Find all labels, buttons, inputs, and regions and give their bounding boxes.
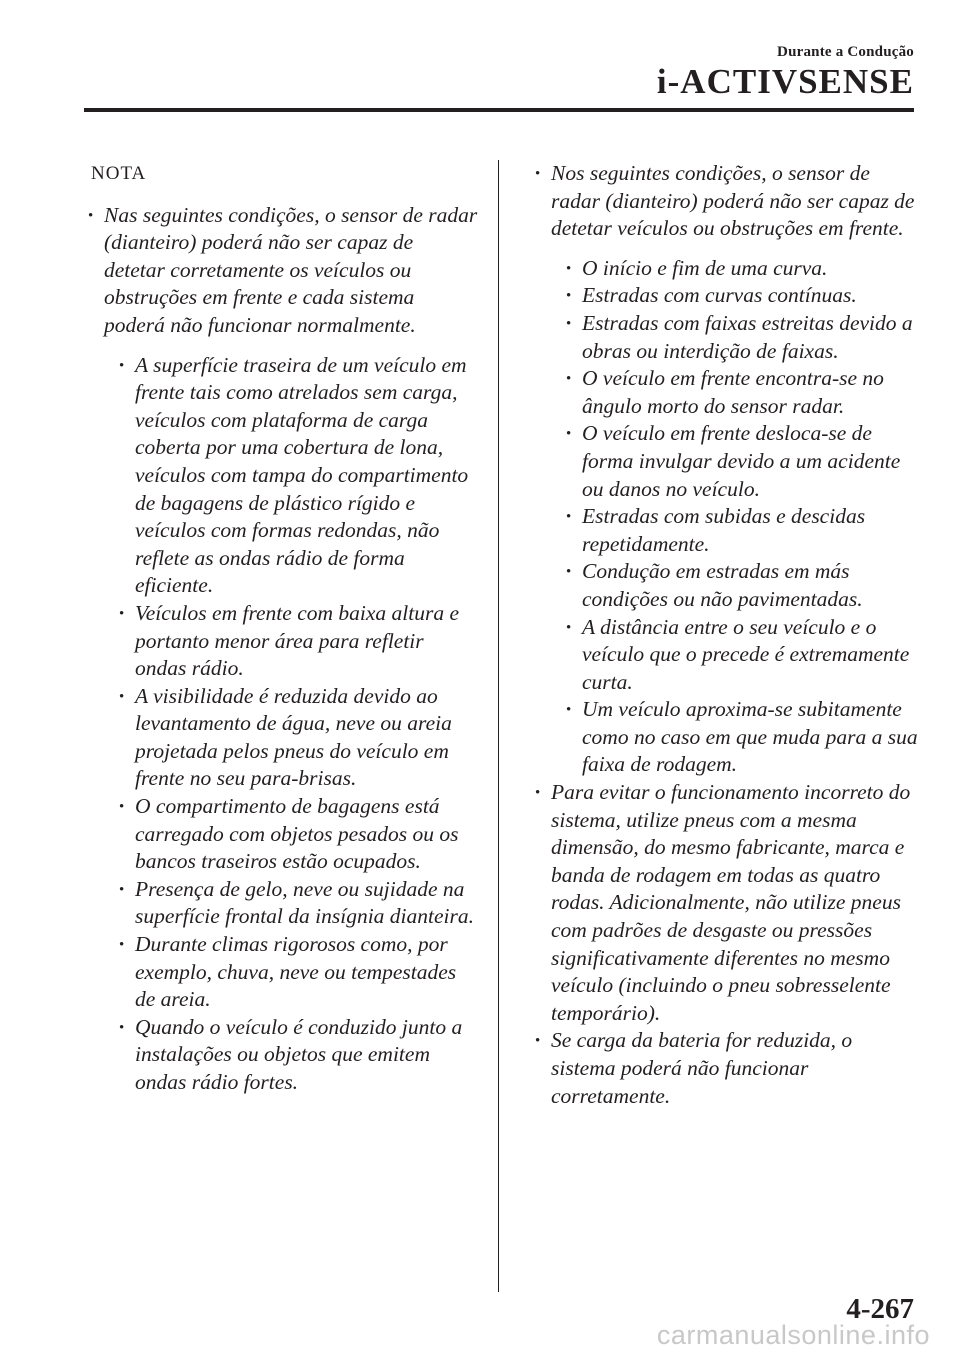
list-item: • Para evitar o funcionamento incorreto do sistema, utilize pneus com a mesma dimensão, do mesmo fabricante, marca e banda de rodagem em todas as quatro rodas. Adicionalmente, não utilize pneus com padrões de desgaste ou pressões significativamente diferentes no mesmo veículo (incluindo o pneu sobresselente temporário). xyxy=(535,779,920,1027)
list-item: • O veículo em frente encontra-se no ângulo morto do sensor radar. xyxy=(551,365,920,420)
list-item: • Estradas com curvas contínuas. xyxy=(551,282,920,310)
list-item: • Quando o veículo é conduzido junto a instalações ou objetos que emitem ondas rádio fortes. xyxy=(104,1014,478,1097)
right-column xyxy=(535,160,920,1110)
header-divider xyxy=(84,108,914,112)
right-condition-list xyxy=(551,255,920,779)
list-item: • Durante climas rigorosos como, por exemplo, chuva, neve ou tempestades de areia. xyxy=(104,931,478,1014)
list-item: • A superfície traseira de um veículo em frente tais como atrelados sem carga, veículos com plataforma de carga coberta por uma cobertura de lona, veículos com tampa do compartimento de bagagens de plástico rígido e veículos com formas redondas, não reflete as ondas rádio de forma eficiente. xyxy=(104,352,478,600)
list-item: • A distância entre o seu veículo e o veículo que o precede é extremamente curta. xyxy=(551,614,920,697)
page-title: i-ACTIVSENSE xyxy=(656,62,914,101)
list-item xyxy=(535,160,920,779)
list-item: • Estradas com subidas e descidas repetidamente. xyxy=(551,503,920,558)
list-item xyxy=(88,202,478,1097)
section-label: Durante a Condução xyxy=(777,44,914,60)
note-list xyxy=(535,160,920,1110)
list-item: • O início e fim de uma curva. xyxy=(551,255,920,283)
note-list xyxy=(88,202,478,1097)
list-item: • Um veículo aproxima-se subitamente como no caso em que muda para a sua faixa de rodagem. xyxy=(551,696,920,779)
left-intro: Nas seguintes condições, o sensor de radar (dianteiro) poderá não ser capaz de detetar corretamente os veículos ou obstruções em frente e cada sistema poderá não funcionar normalmente. xyxy=(104,202,478,337)
page-number: 4-267 xyxy=(846,1293,914,1325)
list-item: • O veículo em frente desloca-se de forma invulgar devido a um acidente ou danos no veículo. xyxy=(551,420,920,503)
right-intro: Nos seguintes condições, o sensor de radar (dianteiro) poderá não ser capaz de detetar veículos ou obstruções em frente. xyxy=(551,161,915,241)
list-item: • A visibilidade é reduzida devido ao levantamento de água, neve ou areia projetada pelos pneus do veículo em frente no seu para-brisas. xyxy=(104,683,478,793)
list-item: • Veículos em frente com baixa altura e portanto menor área para refletir ondas rádio. xyxy=(104,600,478,683)
list-item: • Condução em estradas em más condições ou não pavimentadas. xyxy=(551,558,920,613)
note-heading: NOTA xyxy=(91,163,147,184)
column-divider xyxy=(498,160,499,1292)
left-column xyxy=(88,160,478,1097)
list-item: • Se carga da bateria for reduzida, o sistema poderá não funcionar corretamente. xyxy=(535,1027,920,1110)
list-item: • O compartimento de bagagens está carregado com objetos pesados ou os bancos traseiros estão ocupados. xyxy=(104,793,478,876)
list-item: • Presença de gelo, neve ou sujidade na superfície frontal da insígnia dianteira. xyxy=(104,876,478,931)
left-condition-list xyxy=(104,352,478,1097)
list-item: • Estradas com faixas estreitas devido a obras ou interdição de faixas. xyxy=(551,310,920,365)
watermark-text: carmanualsonline.info xyxy=(656,1320,930,1350)
